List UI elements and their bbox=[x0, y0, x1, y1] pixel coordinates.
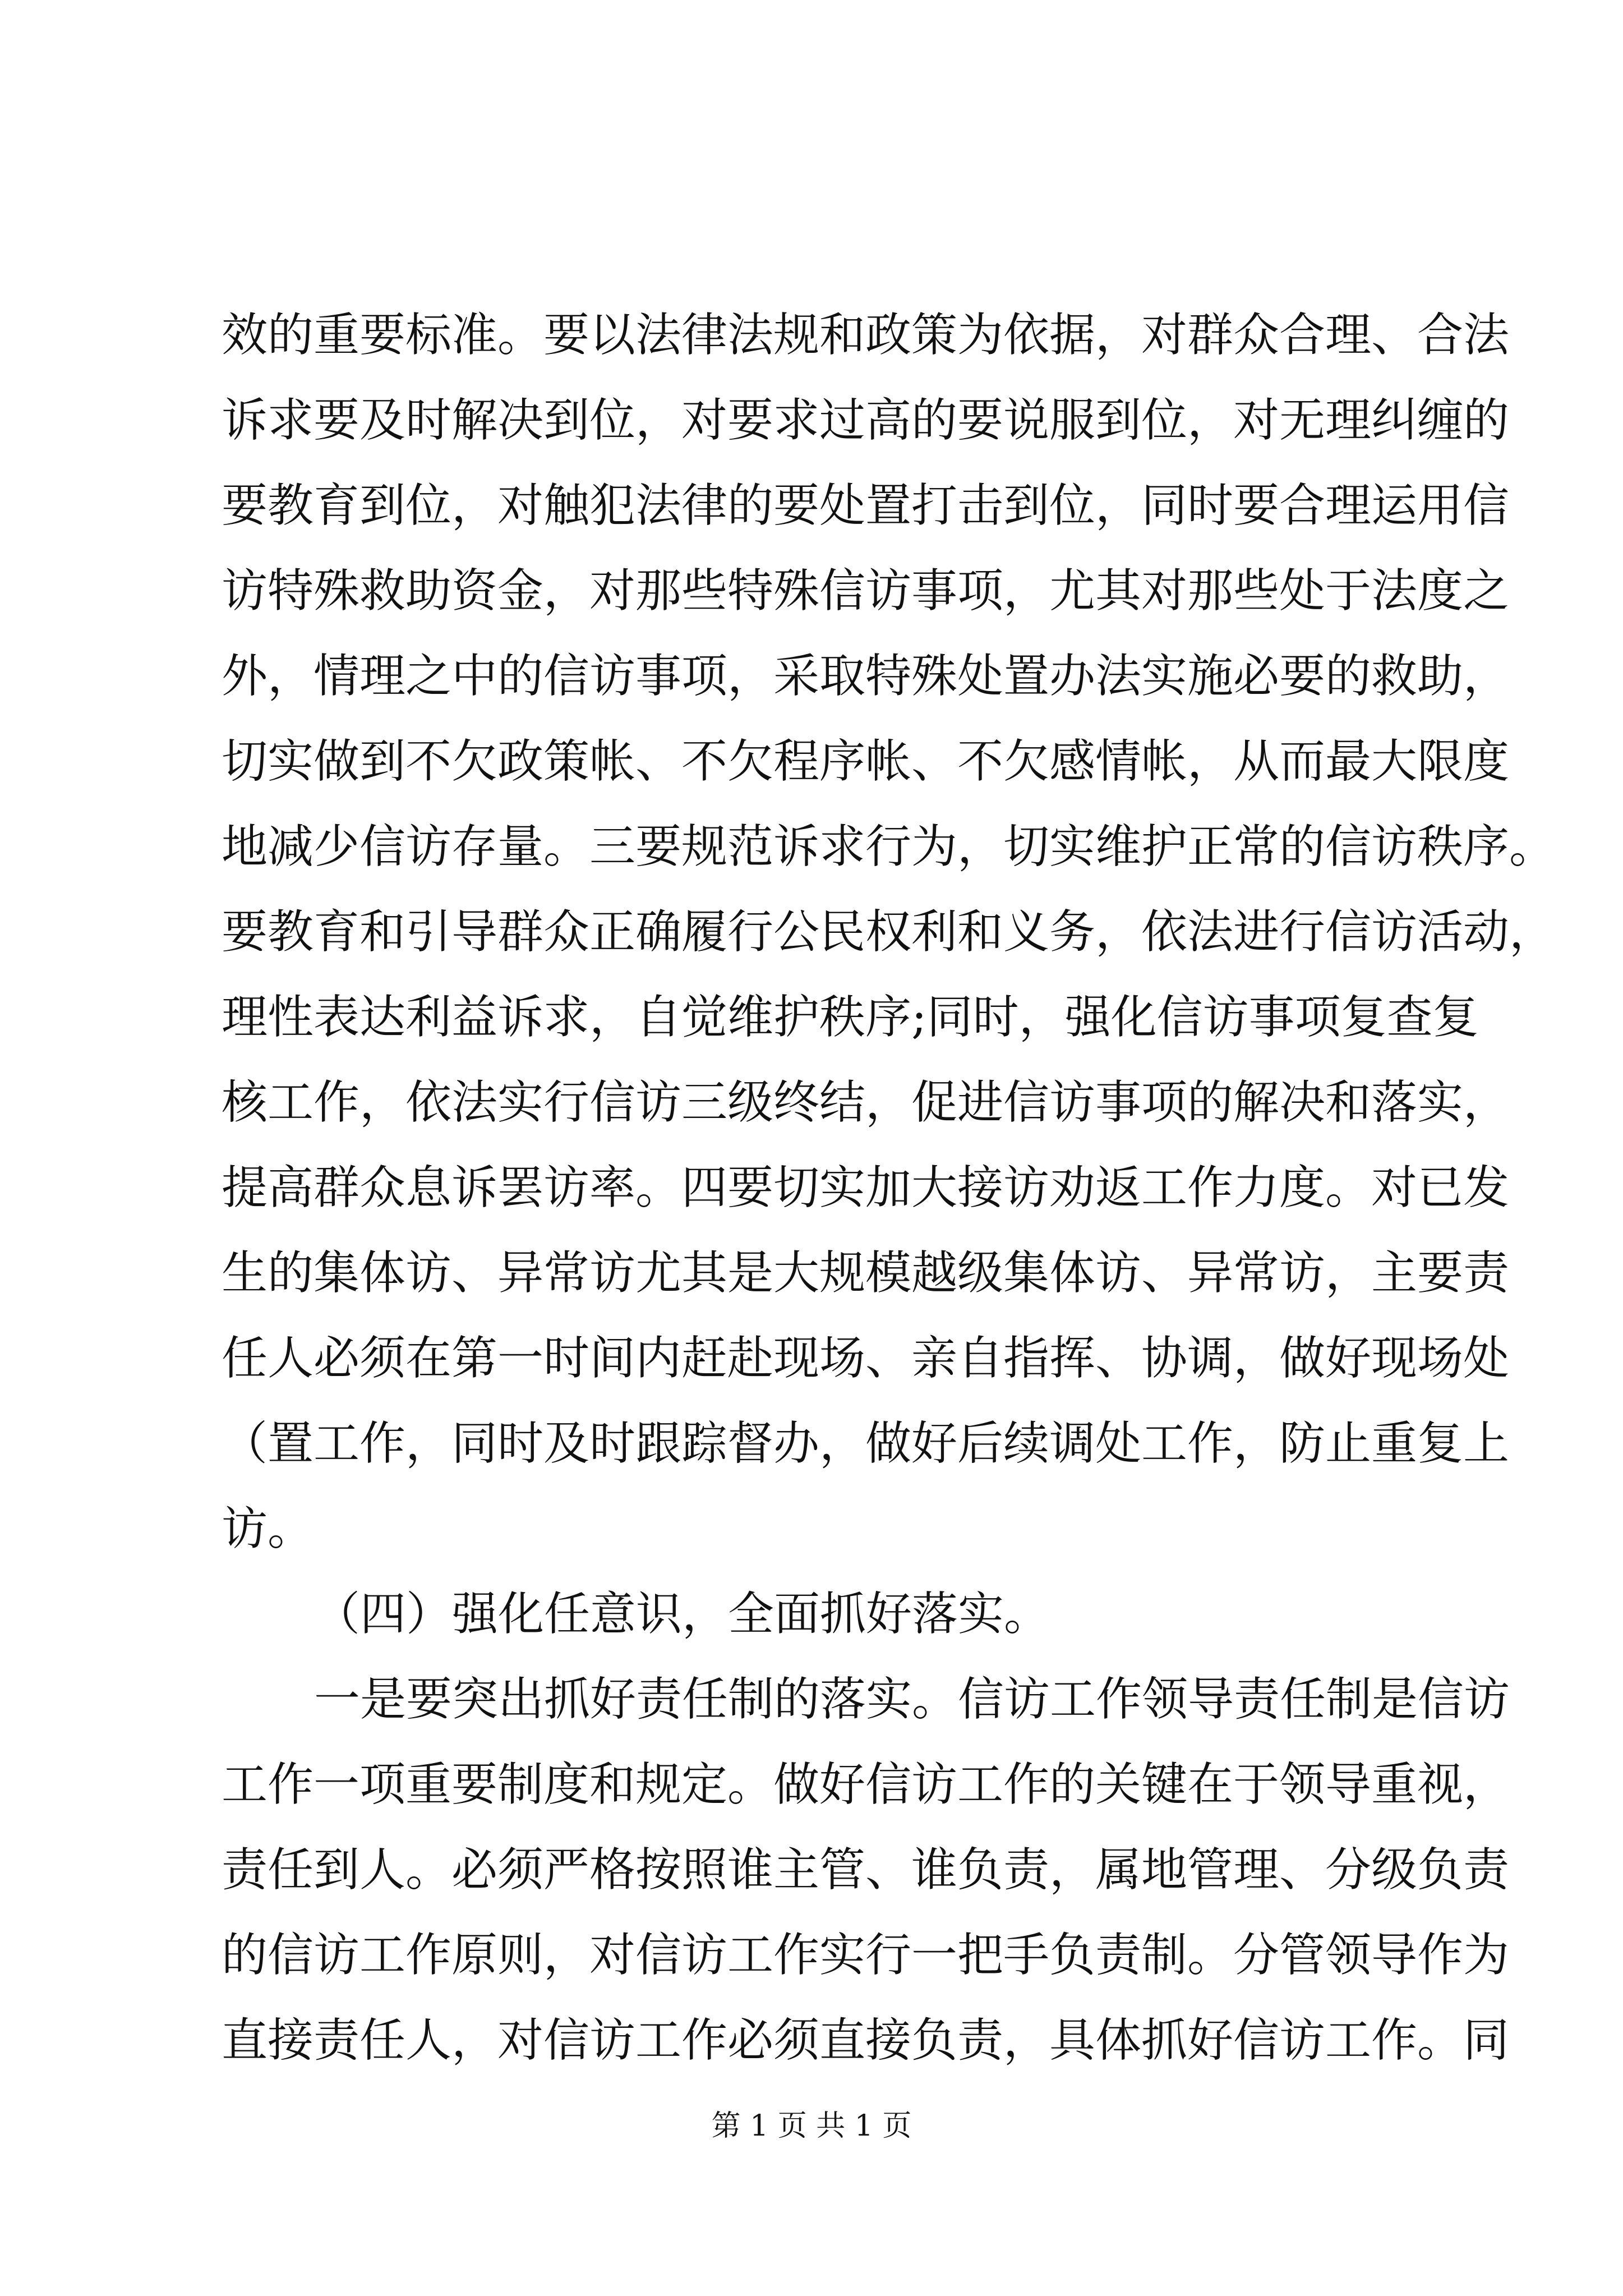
text-line-8: 要教育和引导群众正确履行公民权利和义务，依法进行信访活动， bbox=[222, 905, 1556, 959]
text-line-3: 要教育到位，对触犯法律的要处置打击到位，同时要合理运用信 bbox=[222, 479, 1510, 532]
text-line-1: 效的重要标准。要以法律法规和政策为依据，对群众合理、合法 bbox=[222, 309, 1510, 362]
text-line-11: 提高群众息诉罢访率。四要切实加大接访劝返工作力度。对已发 bbox=[222, 1161, 1510, 1214]
text-line-20: 的信访工作原则，对信访工作实行一把手负责制。分管领导作为 bbox=[222, 1929, 1510, 1982]
text-line-5: 外，情理之中的信访事项，采取特殊处置办法实施必要的救助， bbox=[222, 650, 1510, 703]
text-line-19: 责任到人。必须严格按照谁主管、谁负责，属地管理、分级负责 bbox=[222, 1843, 1510, 1897]
text-line-17: 一是要突出抓好责任制的落实。信访工作领导责任制是信访 bbox=[314, 1673, 1510, 1726]
text-line-21: 直接责任人，对信访工作必须直接负责，具体抓好信访工作。同 bbox=[222, 2014, 1510, 2067]
text-line-9: 理性表达利益诉求，自觉维护秩序;同时，强化信访事项复查复 bbox=[222, 991, 1479, 1044]
text-line-18: 工作一项重要制度和规定。做好信访工作的关键在于领导重视， bbox=[222, 1758, 1510, 1811]
text-line-6: 切实做到不欠政策帐、不欠程序帐、不欠感情帐，从而最大限度 bbox=[222, 735, 1510, 788]
section-heading: （四）强化任意识，全面抓好落实。 bbox=[314, 1588, 1050, 1641]
text-line-14: （置工作，同时及时跟踪督办，做好后续调处工作，防止重复上 bbox=[222, 1417, 1510, 1470]
text-line-7: 地减少信访存量。三要规范诉求行为，切实维护正常的信访秩序。 bbox=[222, 820, 1556, 873]
text-line-13: 任人必须在第一时间内赶赴现场、亲自指挥、协调，做好现场处 bbox=[222, 1332, 1510, 1385]
text-line-15: 访。 bbox=[222, 1502, 314, 1556]
text-line-10: 核工作，依法实行信访三级终结，促进信访事项的解决和落实， bbox=[222, 1076, 1510, 1129]
page-footer: 第 1 页 共 1 页 bbox=[711, 2109, 912, 2143]
text-line-4: 访特殊救助资金，对那些特殊信访事项，尤其对那些处于法度之 bbox=[222, 564, 1510, 618]
text-line-2: 诉求要及时解决到位，对要求过高的要说服到位，对无理纠缠的 bbox=[222, 394, 1510, 447]
text-line-12: 生的集体访、异常访尤其是大规模越级集体访、异常访，主要责 bbox=[222, 1246, 1510, 1300]
